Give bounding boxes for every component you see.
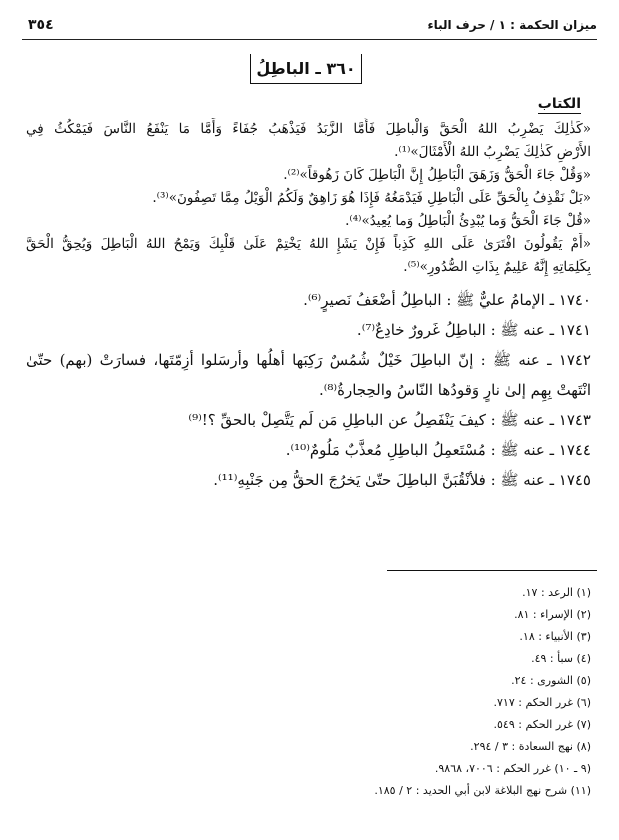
running-header	[28, 14, 597, 36]
running-title: ميزان الحكمة : ١ / حرف الباء	[427, 18, 597, 32]
footnotes	[200, 582, 591, 802]
quran-verse-line: «قُلْ جَاءَ الْحَقُّ وَما يُبْدِئُ الْبَاطِلُ وَما يُعِيدُ»⁽⁴⁾.	[345, 213, 591, 229]
hadith-line: ١٧٤٣ ـ عنه ﷺ : كيفَ يَنْفَصِلُ عن الباطِلِ مَن لَم يَتَّصِلْ بالحقِّ ؟!⁽⁹⁾	[188, 411, 591, 429]
hadith-line: ١٧٤٢ ـ عنه ﷺ : إنّ الباطِلَ خَيْلٌ شُمُسٌ رَكِبَها أهلُها وأرسَلوا أزِمّتَها، فسارَتْ (بهم) حتّىٰ	[26, 351, 591, 369]
footnote: (٩ ـ ١٠) غرر الحكم : ٧٠٠٦، ٩٨٦٨.	[434, 762, 591, 775]
footnote: (٣) الأنبياء : ١٨.	[519, 630, 591, 643]
chapter-title	[250, 54, 362, 84]
hadith-line: ١٧٤٠ ـ الإمامُ عليٌّ ﷺ : الباطِلُ أضْعَفُ نَصيرٍ⁽⁶⁾.	[303, 291, 591, 309]
quran-verse-line: «بَلْ نَقْذِفُ بِالْحَقِّ عَلَى الْبَاطِلِ فَيَدْمَغُهُ فَإِذَا هُوَ زَاهِقٌ وَلَكُمُ الْوَيْلُ مِمَّا تَصِفُونَ»⁽³⁾.	[152, 190, 591, 206]
footnote: (٦) غرر الحكم : ٧١٧.	[493, 696, 591, 709]
quran-verse-line: «وَقُلْ جَاءَ الْحَقُّ وَزَهَقَ الْبَاطِلُ إِنَّ الْبَاطِلَ كَانَ زَهُوقاً»⁽²⁾.	[283, 167, 591, 183]
footnote: (٨) نهج السعادة : ٣ / ٢٩٤.	[470, 740, 591, 753]
hadith-line: ١٧٤٤ ـ عنه ﷺ : مُسْتَعمِلُ الباطِلِ مُعذَّبٌ مَلُومٌ⁽¹⁰⁾.	[285, 441, 591, 459]
quran-verse-line: بِكَلِمَاتِهِ إِنَّهُ عَلِيمٌ بِذَاتِ الصُّدُورِ»⁽⁵⁾.	[403, 259, 591, 275]
page-number: ٣٥٤	[28, 17, 54, 33]
section-heading: الكتاب	[537, 96, 581, 112]
hadith-line: ١٧٤٥ ـ عنه ﷺ : فلأنْقُبَنَّ الباطِلَ حتّىٰ يَخرُجَ الحقُّ مِن جَنْبِهِ⁽¹¹⁾.	[213, 471, 591, 489]
quran-verse-line: «أَمْ يَقُولُونَ افْتَرَىٰ عَلَى اللهِ كَذِباً فَإِنْ يَشَإِ اللهُ يَخْتِمْ عَلَىٰ قَلْبِكَ وَيَمْحُ اللهُ الْبَاطِلَ وَيُحِقُّ الْحَقَّ	[26, 236, 591, 252]
footnote: (٤) سبأ : ٤٩.	[531, 652, 591, 665]
quran-verse-line: «كَذٰلِكَ يَضْرِبُ اللهُ الْحَقَّ وَالْباطِلَ فَأَمَّا الزَّبَدُ فَيَذْهَبُ جُفَاءً وَأَمَّا مَا يَنْفَعُ النَّاسَ فَيَمْكُثُ فِي	[26, 121, 591, 137]
hadith-line: ١٧٤١ ـ عنه ﷺ : الباطِلُ غَرورٌ خادِعٌ⁽⁷⁾.	[356, 321, 591, 339]
footnote: (٧) غرر الحكم : ٥٤٩.	[493, 718, 591, 731]
footnote: (١١) شرح نهج البلاغة لابن أبي الحديد : ٢ / ١٨٥.	[374, 784, 591, 797]
footnote: (٢) الإسراء : ٨١.	[514, 608, 591, 621]
hadith-line: انْتَهتْ بِهِم إلىٰ نارٍ وَقودُها النّاسُ والحِجارةُ⁽⁸⁾.	[318, 381, 591, 399]
quran-verse-line: الأَرْضِ كَذٰلِكَ يَضْرِبُ اللهُ الْأَمْثَالَ»⁽¹⁾.	[394, 144, 591, 160]
header-divider	[22, 39, 597, 40]
footnote-divider	[387, 570, 597, 571]
footnote: (٥) الشورى : ٢٤.	[511, 674, 591, 687]
footnote: (١) الرعد : ١٧.	[522, 586, 591, 599]
chapter-title-text: ٣٦٠ ـ الباطِلُ	[256, 59, 356, 78]
main-text	[26, 118, 591, 495]
